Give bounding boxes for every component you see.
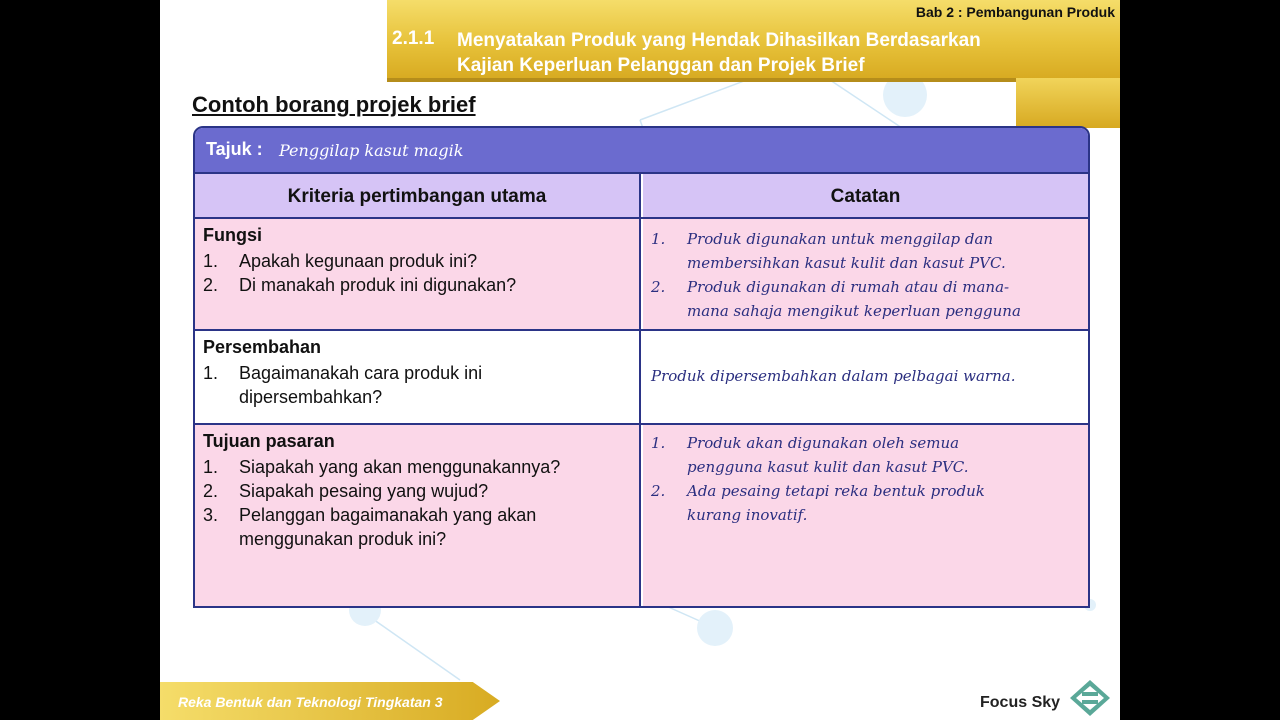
criteria-list xyxy=(203,361,482,409)
catatan-cell xyxy=(643,331,1088,423)
criteria-title: Persembahan xyxy=(203,337,322,357)
list-item: 2. Siapakah pesaing yang wujud? xyxy=(203,481,489,501)
catatan-cell xyxy=(643,425,1088,606)
list-item: 3. Pelanggan bagaimanakah yang akan menggunakan produk ini? xyxy=(203,505,537,549)
list-item: 2. Produk digunakan di rumah atau di mana- mana sahaja mengikut keperluan pengguna xyxy=(651,278,1021,320)
list-item: 1. Produk akan digunakan oleh semua pengguna kasut kulit dan kasut PVC. xyxy=(651,434,969,476)
tajuk-bar xyxy=(195,128,1088,174)
criteria-cell xyxy=(195,425,641,606)
criteria-cell xyxy=(195,331,641,423)
col-header-criteria: Kriteria pertimbangan utama xyxy=(195,174,641,217)
list-item: 1. Bagaimanakah cara produk ini dipersembahkan? xyxy=(203,363,483,407)
list-item: 2. Ada pesaing tetapi reka bentuk produk kurang inovatif. xyxy=(651,482,985,524)
right-gold-tab xyxy=(1016,78,1120,128)
project-brief-form xyxy=(193,126,1090,608)
slide xyxy=(160,0,1120,720)
list-item: 1. Siapakah yang akan menggunakannya? xyxy=(203,457,561,477)
tajuk-value: Penggilap kasut magik xyxy=(279,141,464,160)
section-title-line1: Menyatakan Produk yang Hendak Dihasilkan Berdasarkan xyxy=(457,30,981,51)
col-header-catatan: Catatan xyxy=(643,174,1088,217)
catatan-list xyxy=(651,227,1021,323)
chapter-label: Bab 2 : Pembangunan Produk xyxy=(915,4,1115,20)
catatan-cell xyxy=(643,219,1088,329)
tajuk-label: Tajuk : xyxy=(206,139,263,159)
criteria-title: Fungsi xyxy=(203,225,262,245)
catatan-text: Produk dipersembahkan dalam pelbagai warna. xyxy=(651,367,1016,385)
criteria-title: Tujuan pasaran xyxy=(203,431,335,451)
list-item: 1. Produk digunakan untuk menggilap dan membersihkan kasut kulit dan kasut PVC. xyxy=(651,230,1006,272)
list-item: 2. Di manakah produk ini digunakan? xyxy=(203,275,517,295)
table-row-fungsi xyxy=(195,219,1088,331)
book-title: Reka Bentuk dan Teknologi Tingkatan 3 xyxy=(178,694,443,710)
section-title-line2: Kajian Keperluan Pelanggan dan Projek Brief xyxy=(457,55,865,76)
criteria-list xyxy=(203,249,516,297)
list-item: 1. Apakah kegunaan produk ini? xyxy=(203,251,478,271)
focus-sky-logo-icon xyxy=(1068,678,1112,718)
table-row-persembahan xyxy=(195,331,1088,425)
title-banner-shadow xyxy=(387,78,1120,82)
brand-name: Focus Sky xyxy=(980,694,1061,711)
table-row-tujuan-pasaran xyxy=(195,425,1088,606)
section-number: 2.1.1 xyxy=(392,28,435,49)
table-header-row xyxy=(195,174,1088,219)
page-heading: Contoh borang projek brief xyxy=(192,92,476,117)
catatan-list xyxy=(651,431,985,527)
criteria-cell xyxy=(195,219,641,329)
criteria-list xyxy=(203,455,560,551)
section-title xyxy=(457,28,981,78)
